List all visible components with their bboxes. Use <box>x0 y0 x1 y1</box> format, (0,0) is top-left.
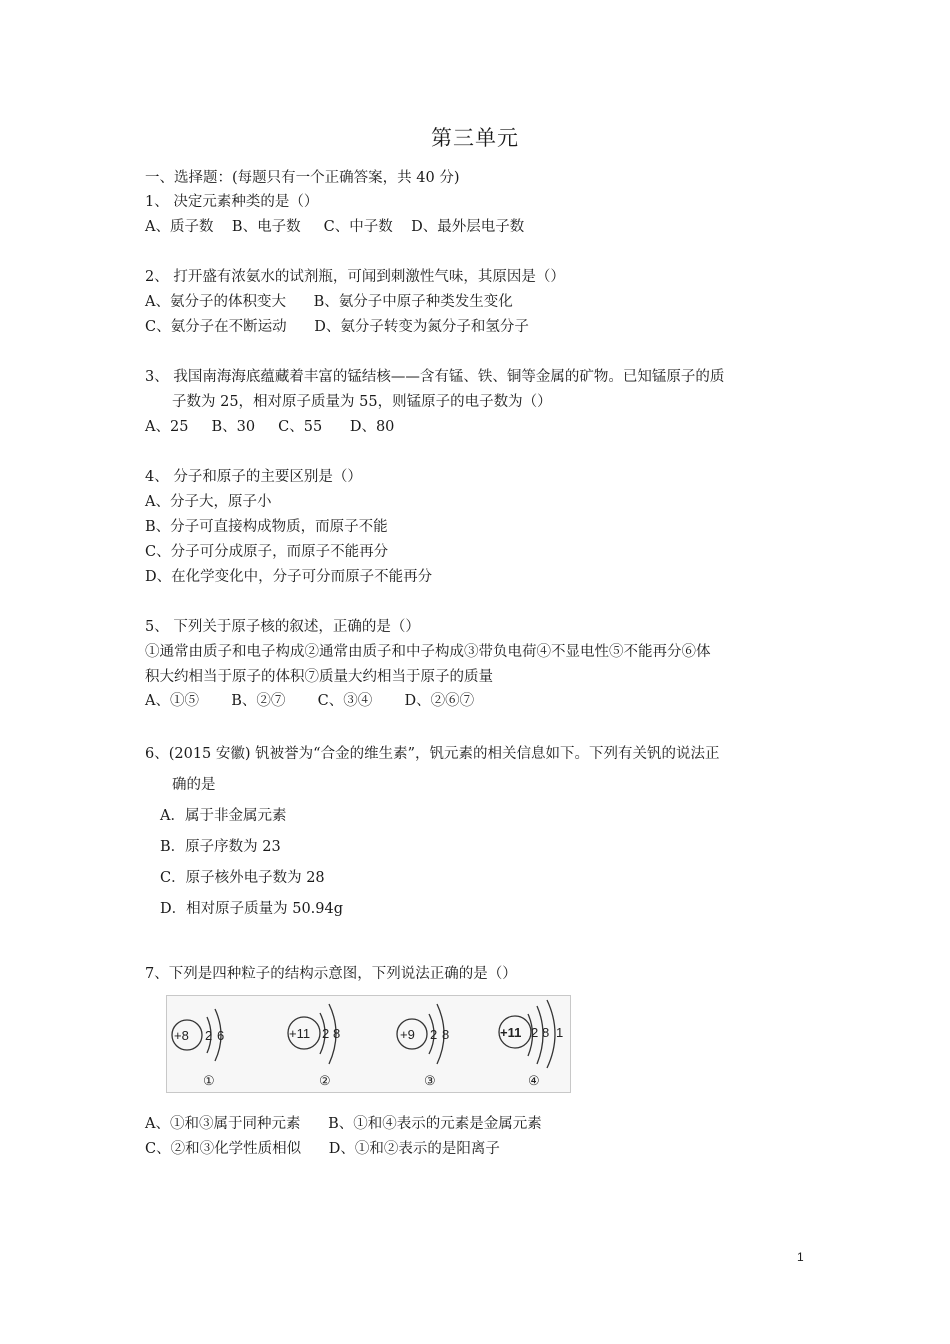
question-6-option-d: D．相对原子质量为 50.94g <box>160 901 344 917</box>
section-header: 一、选择题：(每题只有一个正确答案，共 40 分) <box>145 170 460 186</box>
question-5-options: A、①⑤ B、②⑦ C、③④ D、②⑥⑦ <box>145 693 475 709</box>
question-4-stem: 4、 分子和原子的主要区别是（） <box>145 469 362 485</box>
question-3-stem-line-1: 3、 我国南海海底蕴藏着丰富的锰结核——含有锰、铁、铜等金属的矿物。已知锰原子的质 <box>145 369 725 385</box>
particle-4-nucleus: +11 <box>500 1025 522 1040</box>
particle-structure-diagram <box>166 995 571 1093</box>
question-4-option-a: A、分子大，原子小 <box>145 494 272 510</box>
particle-1-diagram <box>172 1009 224 1088</box>
question-2-stem: 2、 打开盛有浓氨水的试剂瓶，可闻到刺激性气味，其原因是（） <box>145 269 565 285</box>
particle-4-shell-2: 8 <box>542 1025 550 1040</box>
question-1-options: A、质子数 B、电子数 C、中子数 D、最外层电子数 <box>145 219 525 235</box>
particle-4-label: ④ <box>528 1073 540 1088</box>
page-title: 第三单元 <box>431 126 519 150</box>
particle-4-shell-3: 1 <box>556 1025 564 1040</box>
particle-1-nucleus: +8 <box>174 1028 189 1043</box>
question-6-stem-line-2: 确的是 <box>172 777 216 793</box>
question-2-options-ab: A、氨分子的体积变大 B、氨分子中原子种类发生变化 <box>145 294 513 310</box>
particle-3-diagram <box>397 1004 449 1088</box>
question-3-options: A、25 B、30 C、55 D、80 <box>145 419 395 435</box>
particle-1-label: ① <box>203 1073 215 1088</box>
question-4-option-c: C、分子可分成原子，而原子不能再分 <box>145 544 389 560</box>
question-3-stem-line-2: 子数为 25，相对原子质量为 55，则锰原子的电子数为（） <box>172 394 552 410</box>
question-4-option-d: D、在化学变化中，分子可分而原子不能再分 <box>145 569 433 585</box>
particle-1-shell-2: 6 <box>217 1028 225 1043</box>
question-5-body-line-2: 积大约相当于原子的体积⑦质量大约相当于原子的质量 <box>145 669 493 685</box>
particle-4-shell-1: 2 <box>531 1025 539 1040</box>
particle-3-nucleus: +9 <box>400 1027 415 1042</box>
question-7-stem: 7、下列是四种粒子的结构示意图，下列说法正确的是（） <box>145 966 517 982</box>
question-4-option-b: B、分子可直接构成物质，而原子不能 <box>145 519 388 535</box>
particle-3-shell-1: 2 <box>430 1027 438 1042</box>
particle-3-shell-2: 8 <box>442 1027 450 1042</box>
question-1-stem: 1、 决定元素种类的是（） <box>145 194 319 210</box>
particle-2-shell-2: 8 <box>333 1026 341 1041</box>
question-7-options-cd: C、②和③化学性质相似 D、①和②表示的是阳离子 <box>145 1141 500 1157</box>
particle-2-diagram <box>288 1004 340 1088</box>
question-6-option-b: B．原子序数为 23 <box>160 839 281 855</box>
question-5-stem: 5、 下列关于原子核的叙述，正确的是（） <box>145 619 420 635</box>
particle-3-label: ③ <box>424 1073 436 1088</box>
question-6-option-c: C．原子核外电子数为 28 <box>160 870 325 886</box>
question-2-options-cd: C、氨分子在不断运动 D、氨分子转变为氮分子和氢分子 <box>145 319 529 335</box>
particle-4-diagram <box>499 1000 563 1088</box>
question-7-options-ab: A、①和③属于同种元素 B、①和④表示的元素是金属元素 <box>145 1116 542 1132</box>
question-5-body-line-1: ①通常由质子和电子构成②通常由质子和中子构成③带负电荷④不显电性⑤不能再分⑥体 <box>145 644 711 660</box>
particle-1-shell-1: 2 <box>205 1028 213 1043</box>
particle-2-label: ② <box>319 1073 331 1088</box>
question-6-stem-line-1: 6、(2015 安徽) 钒被誉为“合金的维生素”，钒元素的相关信息如下。下列有关钒的说法正 <box>145 746 720 762</box>
page-number: 1 <box>797 1250 804 1264</box>
particle-2-nucleus: +11 <box>289 1026 311 1041</box>
question-6-option-a: A．属于非金属元素 <box>160 808 287 824</box>
particle-2-shell-1: 2 <box>322 1026 330 1041</box>
